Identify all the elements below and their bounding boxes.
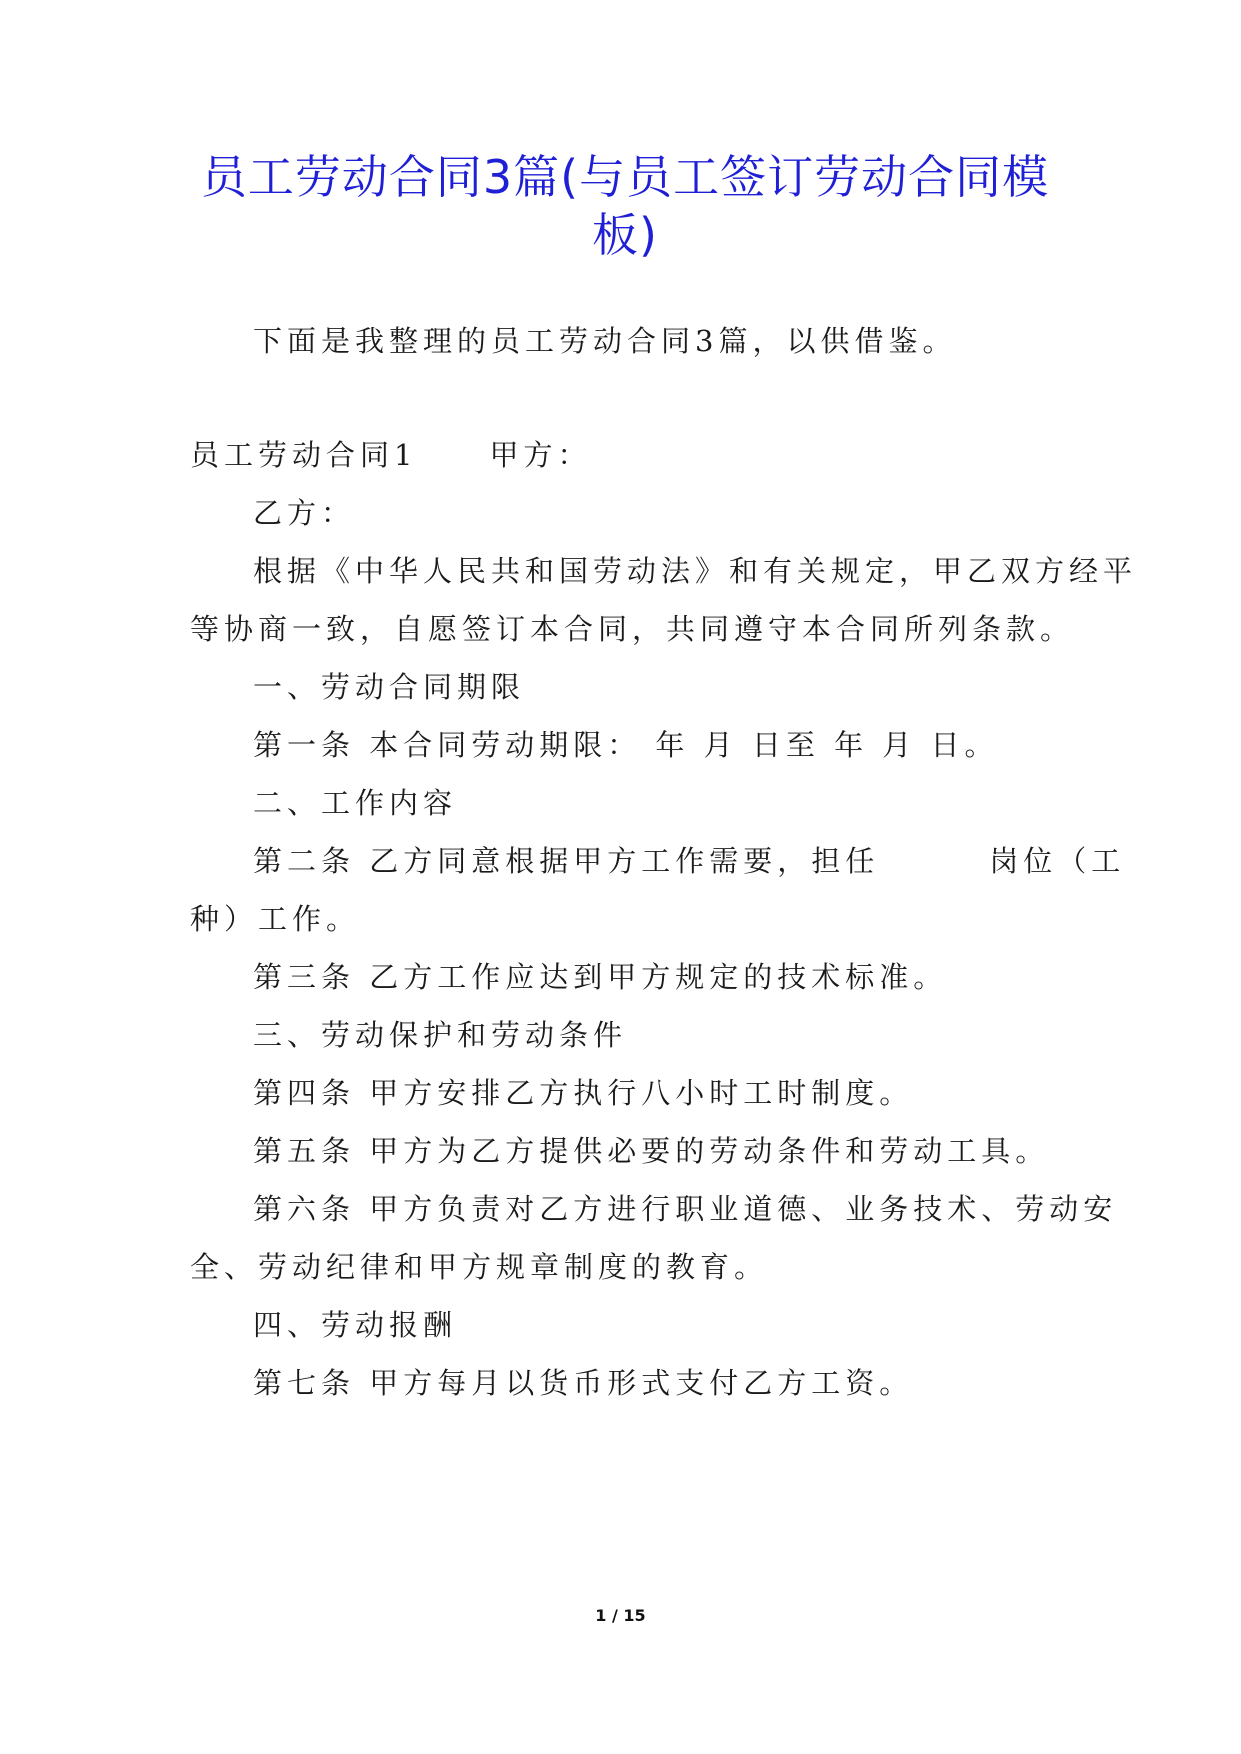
section-heading-line: [190, 437, 591, 473]
section-heading-4: 四、劳动报酬: [253, 1308, 458, 1342]
article-5: 第五条 甲方为乙方提供必要的劳动条件和劳动工具。: [253, 1134, 1050, 1168]
article-6-line-2: 全、劳动纪律和甲方规章制度的教育。: [190, 1250, 769, 1284]
article-2-part-b: 岗位（工: [989, 844, 1126, 878]
article-6-line-1: 第六条 甲方负责对乙方进行职业道德、业务技术、劳动安: [253, 1192, 1118, 1226]
page-number: 1 / 15: [595, 1606, 646, 1625]
intro-paragraph: 下面是我整理的员工劳动合同3篇，以供借鉴。: [253, 324, 957, 358]
article-4: 第四条 甲方安排乙方执行八小时工时制度。: [253, 1076, 914, 1110]
section-title: 员工劳动合同1: [190, 438, 418, 472]
article-2-line-1: [253, 843, 1125, 879]
basis-paragraph-line-2: 等协商一致，自愿签订本合同，共同遵守本合同所列条款。: [190, 612, 1075, 646]
article-2-part-a: 第二条 乙方同意根据甲方工作需要，担任: [253, 844, 880, 878]
article-3: 第三条 乙方工作应达到甲方规定的技术标准。: [253, 960, 948, 994]
section-heading-2: 二、工作内容: [253, 786, 458, 820]
article-1: 第一条 本合同劳动期限： 年 月 日至 年 月 日。: [253, 728, 999, 762]
section-heading-1: 一、劳动合同期限: [253, 670, 526, 704]
section-heading-3: 三、劳动保护和劳动条件: [253, 1018, 628, 1052]
party-a-label: 甲方：: [489, 438, 592, 472]
article-2-line-2: 种）工作。: [190, 902, 361, 936]
document-title: 员工劳动合同3篇(与员工签订劳动合同模板): [200, 150, 1050, 262]
article-7: 第七条 甲方每月以货币形式支付乙方工资。: [253, 1366, 914, 1400]
party-b-label: 乙方：: [253, 496, 356, 530]
basis-paragraph-line-1: 根据《中华人民共和国劳动法》和有关规定，甲乙双方经平: [253, 554, 1138, 588]
